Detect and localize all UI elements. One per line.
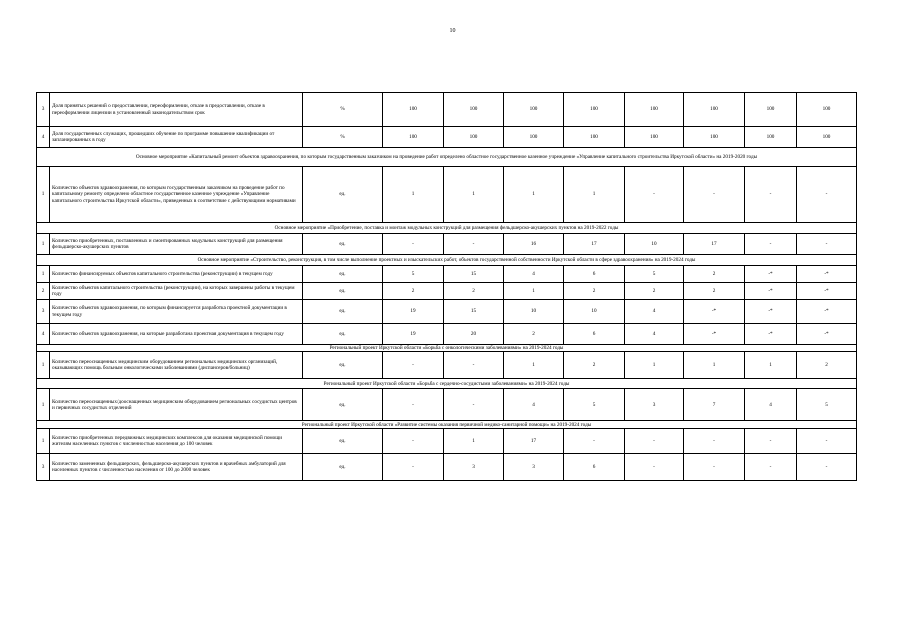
value-cell: - [797,429,857,454]
indicator-name: Количество объектов здравоохранения, по которым государственным заказчиком на проведение работ по капитальному ремонту определено областное государственное казенное учреждение «Управление капитального строительства Иркутской области», приведенных в соответствие с действующими нормативами [50,167,303,223]
value-cell: 3 [444,454,504,481]
indicator-name: Количество замененных фельдшерских, фельдшерско-акушерских пунктов и врачебных амбулаторий для населенных пунктов с численностью населения от 100 до 2000 человек [50,454,303,481]
table-row [37,300,857,324]
indicator-name: Количество объектов здравоохранения, по которым финансируется разработка проектной документации в текущем году [50,300,303,324]
value-cell: 100 [625,127,684,148]
value-cell: 17 [504,429,564,454]
value-cell: 2 [383,283,444,300]
row-number: 3 [37,93,50,127]
unit-cell: ед. [303,234,383,255]
section-row [37,379,857,389]
unit-cell: ед. [303,389,383,421]
value-cell: 17 [564,234,625,255]
value-cell: 15 [444,266,504,283]
value-cell: 10 [504,300,564,324]
unit-cell: ед. [303,300,383,324]
value-cell: 6 [564,324,625,345]
value-cell: 100 [444,127,504,148]
table-row [37,454,857,481]
value-cell: 7 [684,389,745,421]
value-cell: - [383,234,444,255]
unit-cell: ед. [303,429,383,454]
value-cell: 3 [625,389,684,421]
value-cell: 4 [745,389,797,421]
value-cell: - [625,454,684,481]
indicator-name: Доля принятых решений о предоставлении, переоформлении, отказе в предоставлении, отказе в переоформлении лицензии в установленный законодательством срок [50,93,303,127]
value-cell: 100 [684,93,745,127]
value-cell: -* [745,324,797,345]
unit-cell: % [303,93,383,127]
value-cell: 100 [797,93,857,127]
table-row [37,167,857,223]
section-row [37,345,857,352]
section-title: Региональный проект Иркутской области «Борьба с сердечно-сосудистыми заболеваниями» на 2019-2024 годы [37,379,857,389]
unit-cell: ед. [303,454,383,481]
section-title: Основное мероприятие «Приобретение, поставка и монтаж модульных конструкций для размещения фельдшерско-акушерских пунктов на 2019-2022 годы [37,223,857,234]
unit-cell: ед. [303,167,383,223]
value-cell: - [383,454,444,481]
value-cell: 4 [504,266,564,283]
value-cell: 6 [564,454,625,481]
value-cell: - [383,352,444,379]
value-cell: - [684,454,745,481]
value-cell: -* [797,266,857,283]
value-cell: 2 [564,352,625,379]
value-cell: - [383,389,444,421]
value-cell: - [745,234,797,255]
value-cell: 1 [383,167,444,223]
section-title: Региональный проект Иркутской области «Борьба с онкологическими заболеваниями» на 2019-2024 годы [37,345,857,352]
value-cell: 5 [625,266,684,283]
indicator-name: Количество приобретенных передвижных медицинских комплексов для оказания медицинской помощи жителям населенных пунктов с численностью населения до 100 человек [50,429,303,454]
value-cell: 4 [625,300,684,324]
value-cell: 17 [684,234,745,255]
value-cell: - [797,234,857,255]
value-cell: 1 [504,283,564,300]
value-cell: 3 [504,454,564,481]
table-row [37,389,857,421]
value-cell: 100 [383,93,444,127]
value-cell: - [745,167,797,223]
value-cell: 5 [564,389,625,421]
value-cell: 19 [383,300,444,324]
indicator-name: Количество переоснащенных/дооснащенных медицинским оборудованием региональных сосудистых центров и первичных сосудистых отделений [50,389,303,421]
section-row [37,148,857,167]
value-cell: 4 [625,324,684,345]
section-title: Основное мероприятие «Строительство, реконструкция, в том числе выполнение проектных и изыскательских работ, объектов государственной собственности Иркутской области в сфере здравоохранения» на 2019-2024 годы [37,255,857,266]
value-cell: 10 [564,300,625,324]
value-cell: - [383,429,444,454]
unit-cell: ед. [303,283,383,300]
value-cell: 2 [444,283,504,300]
value-cell: -* [745,266,797,283]
row-number: 3 [37,454,50,481]
value-cell: 16 [504,234,564,255]
value-cell: 100 [684,127,745,148]
value-cell: 10 [625,234,684,255]
value-cell: 20 [444,324,504,345]
row-number: 1 [37,389,50,421]
value-cell: 2 [684,266,745,283]
indicator-name: Количество объектов здравоохранения, на которые разработана проектная документация в текущем году [50,324,303,345]
value-cell: - [684,167,745,223]
row-number: 3 [37,300,50,324]
value-cell: - [745,429,797,454]
value-cell: 1 [684,352,745,379]
value-cell: 100 [564,127,625,148]
value-cell: -* [684,300,745,324]
section-title: Основное мероприятие «Капитальный ремонт объектов здравоохранения, по которым государственным заказчиком на проведение работ определено областное государственное казенное учреждение «Управление капитального строительства Иркутской области» на 2019-2020 годы [37,148,857,167]
value-cell: 1 [444,167,504,223]
table-row [37,324,857,345]
row-number: 1 [37,352,50,379]
indicator-name: Доля государственных служащих, прошедших обучение по программе повышение квалификации от запланированных в году [50,127,303,148]
value-cell: - [444,389,504,421]
section-title: Региональный проект Иркутской области «Развитие системы оказания первичной медико-санитарной помощи» на 2019-2024 годы [37,421,857,429]
value-cell: 100 [564,93,625,127]
value-cell: 6 [564,266,625,283]
value-cell: 19 [383,324,444,345]
value-cell: 2 [797,352,857,379]
value-cell: -* [745,300,797,324]
value-cell: 100 [745,93,797,127]
indicator-name: Количество финансируемых объектов капитального строительства (реконструкции) в текущем году [50,266,303,283]
value-cell: -* [684,324,745,345]
row-number: 1 [37,167,50,223]
value-cell: -* [745,283,797,300]
value-cell: - [797,167,857,223]
value-cell: - [564,429,625,454]
value-cell: -* [797,283,857,300]
value-cell: 100 [383,127,444,148]
section-row [37,255,857,266]
value-cell: 2 [564,283,625,300]
value-cell: 100 [745,127,797,148]
unit-cell: % [303,127,383,148]
unit-cell: ед. [303,352,383,379]
value-cell: - [745,454,797,481]
value-cell: - [797,454,857,481]
value-cell: 1 [444,429,504,454]
indicators-table [36,92,857,481]
value-cell: 2 [625,283,684,300]
unit-cell: ед. [303,266,383,283]
table-row [37,352,857,379]
row-number: 1 [37,429,50,454]
row-number: 4 [37,324,50,345]
section-row [37,223,857,234]
value-cell: 5 [383,266,444,283]
value-cell: 100 [504,127,564,148]
value-cell: - [444,234,504,255]
table-row [37,234,857,255]
table-row [37,429,857,454]
value-cell: - [684,429,745,454]
page-number: 10 [449,28,456,34]
value-cell: 100 [625,93,684,127]
value-cell: 2 [684,283,745,300]
table-row [37,283,857,300]
indicator-name: Количество переоснащенных медицинским оборудованием региональных медицинских организаций, оказывающих помощь больным онкологическими заболеваниями (диспансеров/больниц) [50,352,303,379]
value-cell: 2 [504,324,564,345]
value-cell: - [625,167,684,223]
table-row [37,266,857,283]
value-cell: 1 [504,167,564,223]
value-cell: - [625,429,684,454]
value-cell: -* [797,324,857,345]
table-row [37,127,857,148]
value-cell: 4 [504,389,564,421]
unit-cell: ед. [303,324,383,345]
value-cell: 15 [444,300,504,324]
value-cell: 1 [745,352,797,379]
table-row [37,93,857,127]
section-row [37,421,857,429]
row-number: 2 [37,283,50,300]
value-cell: 1 [564,167,625,223]
indicator-name: Количество приобретенных, поставленных и смонтированных модульных конструкций для размещения фельдшерско-акушерских пунктов [50,234,303,255]
row-number: 1 [37,234,50,255]
row-number: 1 [37,266,50,283]
value-cell: 1 [504,352,564,379]
value-cell: 1 [625,352,684,379]
value-cell: -* [797,300,857,324]
indicator-name: Количество объектов капитального строительства (реконструкции), на которых завершены работы в текущем году [50,283,303,300]
value-cell: 100 [797,127,857,148]
value-cell: 5 [797,389,857,421]
value-cell: - [444,352,504,379]
row-number: 4 [37,127,50,148]
value-cell: 100 [444,93,504,127]
value-cell: 100 [504,93,564,127]
